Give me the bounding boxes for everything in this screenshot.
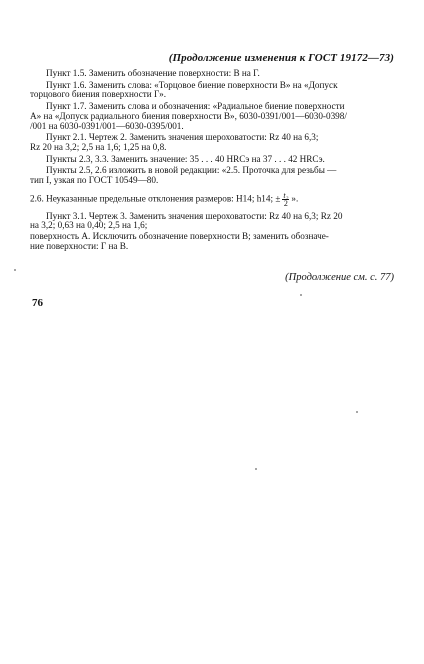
text-line: Пункт 1.5. Заменить обозначение поверхности: В на Г. bbox=[46, 68, 260, 78]
scan-speck bbox=[356, 411, 358, 413]
paragraph-2-6-formula bbox=[30, 192, 394, 207]
paragraph-2-1 bbox=[30, 133, 394, 152]
formula-suffix: ». bbox=[291, 193, 299, 204]
text-line: /001 на 6030-0391/001—6030-0395/001. bbox=[30, 120, 184, 131]
amendment-body bbox=[30, 69, 394, 252]
text-line: торцового биения поверхности Г». bbox=[30, 89, 166, 100]
continuation-note: (Продолжение см. с. 77) bbox=[285, 272, 394, 283]
fraction-denominator: 2 bbox=[283, 198, 288, 208]
text-line: Пункт 2.1. Чертеж 2. Заменить значения шероховатости: Rz 40 на 6,3; bbox=[46, 132, 319, 143]
formula-prefix: 2.6. Неуказанные предельные отклонения размеров: H14; h14; ± bbox=[30, 193, 281, 204]
document-header: (Продолжение изменения к ГОСТ 19172—73) bbox=[168, 52, 394, 64]
paragraph-3-1 bbox=[30, 212, 394, 231]
text-line: поверхность А. Исключить обозначение поверхности В; заменить обозначе- bbox=[30, 231, 329, 242]
paragraph-2-3 bbox=[30, 155, 394, 165]
fraction-numerator: t₂ bbox=[283, 190, 289, 200]
text-line: Пункты 2.5, 2.6 изложить в новой редакции: «2.5. Проточка для резьбы — bbox=[46, 165, 337, 176]
paragraph-1-7 bbox=[30, 102, 394, 131]
text-line: А» на «Допуск радиального биения поверхности В», 6030-0391/001—6030-0398/ bbox=[30, 110, 347, 121]
paragraph-1-6 bbox=[30, 81, 394, 100]
text-line: на 3,2; 0,63 на 0,40; 2,5 на 1,6; bbox=[30, 220, 148, 231]
paragraph-surface-a bbox=[30, 232, 394, 251]
text-line: Пункты 2.3, 3.3. Заменить значение: 35 . . . 40 HRCэ на 37 . . . 42 HRCэ. bbox=[46, 153, 325, 164]
scan-speck bbox=[14, 269, 16, 271]
page-number: 76 bbox=[32, 297, 43, 309]
paragraph-2-5 bbox=[30, 166, 394, 185]
text-line: ние поверхности: Г на В. bbox=[30, 240, 129, 251]
text-line: Rz 20 на 3,2; 2,5 на 1,6; 1,25 на 0,8. bbox=[30, 141, 167, 152]
scan-speck bbox=[255, 468, 257, 470]
text-line: Пункт 1.7. Заменить слова и обозначения: «Радиальное биение поверхности bbox=[46, 101, 345, 112]
paragraph-1-5 bbox=[30, 69, 394, 79]
text-line: Пункт 3.1. Чертеж 3. Заменить значения шероховатости: Rz 40 на 6,3; Rz 20 bbox=[46, 210, 343, 221]
formula-fraction bbox=[282, 192, 289, 207]
scan-speck bbox=[300, 294, 302, 296]
text-line: тип I, узкая по ГОСТ 10549—80. bbox=[30, 175, 159, 186]
text-line: Пункт 1.6. Заменить слова: «Торцовое биение поверхности В» на «Допуск bbox=[46, 79, 338, 90]
